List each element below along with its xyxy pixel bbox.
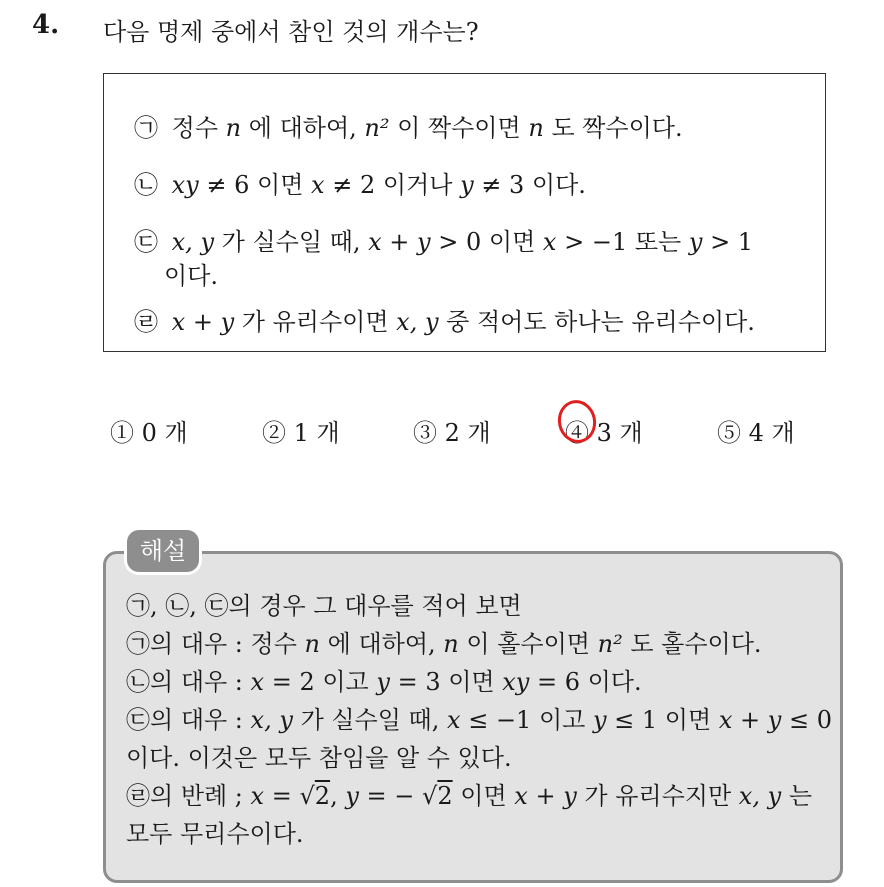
solution-box [103,551,843,883]
math-var: n [304,630,321,658]
math-var: y [220,308,235,336]
option-number: ④ [565,419,589,447]
solution-text: 가 실수일 때, [300,706,440,734]
statement-text: ≠ 3 이다. [481,171,586,199]
math-var: x [311,171,325,199]
statement-4 [134,306,755,338]
math-var: y [688,228,703,256]
statement-2 [134,169,586,201]
solution-text: 이 홀수이면 [466,630,590,658]
math-var: n² [364,114,390,142]
solution-text: = 3 이면 [397,668,495,696]
solution-text: ㉠의 대우 : 정수 [126,630,297,658]
math-var: y [417,228,431,256]
statement-text: 에 대하여, [248,114,357,142]
sqrt-radicand: 2 [314,782,331,810]
statement-mark: ㉢ [134,228,158,256]
option-label: 3 개 [596,419,643,447]
math-var: xy [502,668,530,696]
option-number: ⑤ [717,419,741,447]
solution-text: = 2 이고 [271,668,369,696]
math-var: x [171,308,186,336]
statement-3 [134,226,753,258]
statement-text: 가 유리수이면 [241,308,389,336]
statement-text: 가 실수일 때, [221,228,361,256]
solution-text: , [330,782,338,810]
question-number: 4. [32,10,60,40]
statement-text: 정수 [171,114,219,142]
solution-text: = [271,782,292,810]
solution-text: ≤ 0 [788,706,832,734]
statements-box [103,73,826,352]
solution-text: 는 [788,782,812,810]
math-var: x, [396,308,418,336]
solution-line-2 [126,626,762,662]
option-3[interactable] [413,413,491,448]
math-var: y [345,782,359,810]
math-var: y [424,308,439,336]
solution-text: + [535,782,556,810]
solution-text: 에 대하여, [327,630,436,658]
math-var: x [718,706,733,734]
math-var: x, [738,782,760,810]
math-var: y [563,782,577,810]
statement-text: 이 짝수이면 [397,114,521,142]
math-var: xy [171,171,199,199]
solution-text: = 6 이다. [536,668,642,696]
math-var: x [368,228,382,256]
math-var: y [376,668,390,696]
math-var: x, [250,706,272,734]
statement-3-continuation: 이다. [164,262,218,290]
math-var: x [447,706,461,734]
sqrt-radicand: 2 [437,782,453,810]
sqrt-symbol: √ [422,782,438,810]
option-1[interactable] [110,413,188,448]
solution-text: 도 홀수이다. [630,630,762,658]
solution-text: ㉣의 반례 ; [126,782,243,810]
option-5[interactable] [717,413,795,448]
math-var: n [443,630,459,658]
statement-text: + [192,308,213,336]
statement-text: ≠ 6 이면 [206,171,304,199]
solution-line-3 [126,664,642,700]
statement-text: > 0 이면 [438,228,536,256]
statement-mark: ㉡ [134,171,158,199]
math-var: y [200,228,215,256]
solution-text: ㉡의 대우 : [126,668,243,696]
solution-line-6 [126,778,812,814]
solution-text: + [740,706,761,734]
math-var: x [542,228,557,256]
option-label: 1 개 [293,419,340,447]
math-var: n² [597,630,623,658]
solution-line-4 [126,702,832,738]
option-label: 4 개 [748,419,795,447]
solution-text: 가 유리수지만 [584,782,732,810]
math-var: y [767,782,782,810]
math-var: y [279,706,293,734]
selected-circle-mark [554,397,600,447]
option-number: ② [262,419,286,447]
option-label: 0 개 [141,419,188,447]
statement-text: > −1 또는 [564,228,682,256]
option-2[interactable] [262,413,340,448]
solution-text: ≤ 1 이면 [614,706,712,734]
solution-text: ≤ −1 이고 [468,706,586,734]
math-var: n [225,114,242,142]
solution-text: ㉢의 대우 : [126,706,243,734]
statement-text: 도 짝수이다. [551,114,683,142]
math-var: x [250,668,265,696]
solution-text: = − [366,782,415,810]
statement-text: + [389,228,410,256]
option-4[interactable] [565,413,643,448]
statement-text: > 1 [710,228,754,256]
statement-text: ≠ 2 이거나 [332,171,453,199]
statement-mark: ㉠ [134,114,158,142]
option-number: ① [110,419,134,447]
math-var: x, [171,228,193,256]
statement-text: 중 적어도 하나는 유리수이다. [446,308,755,336]
math-var: y [460,171,474,199]
solution-line-1: ㉠, ㉡, ㉢의 경우 그 대우를 적어 보면 [126,592,522,620]
math-var: n [528,114,544,142]
math-var: y [767,706,782,734]
option-label: 2 개 [444,419,491,447]
statement-mark: ㉣ [134,308,158,336]
question-text: 다음 명제 중에서 참인 것의 개수는? [103,18,479,46]
sqrt-symbol: √ [299,782,315,810]
solution-tab-label: 해설 [127,530,199,572]
solution-line-7: 모두 무리수이다. [126,820,304,848]
math-var: y [592,706,607,734]
solution-line-5: 이다. 이것은 모두 참임을 알 수 있다. [126,744,512,772]
solution-text: 이면 [460,782,507,810]
math-var: x [514,782,528,810]
math-var: x [250,782,265,810]
option-number: ③ [413,419,437,447]
statement-1 [134,112,683,144]
